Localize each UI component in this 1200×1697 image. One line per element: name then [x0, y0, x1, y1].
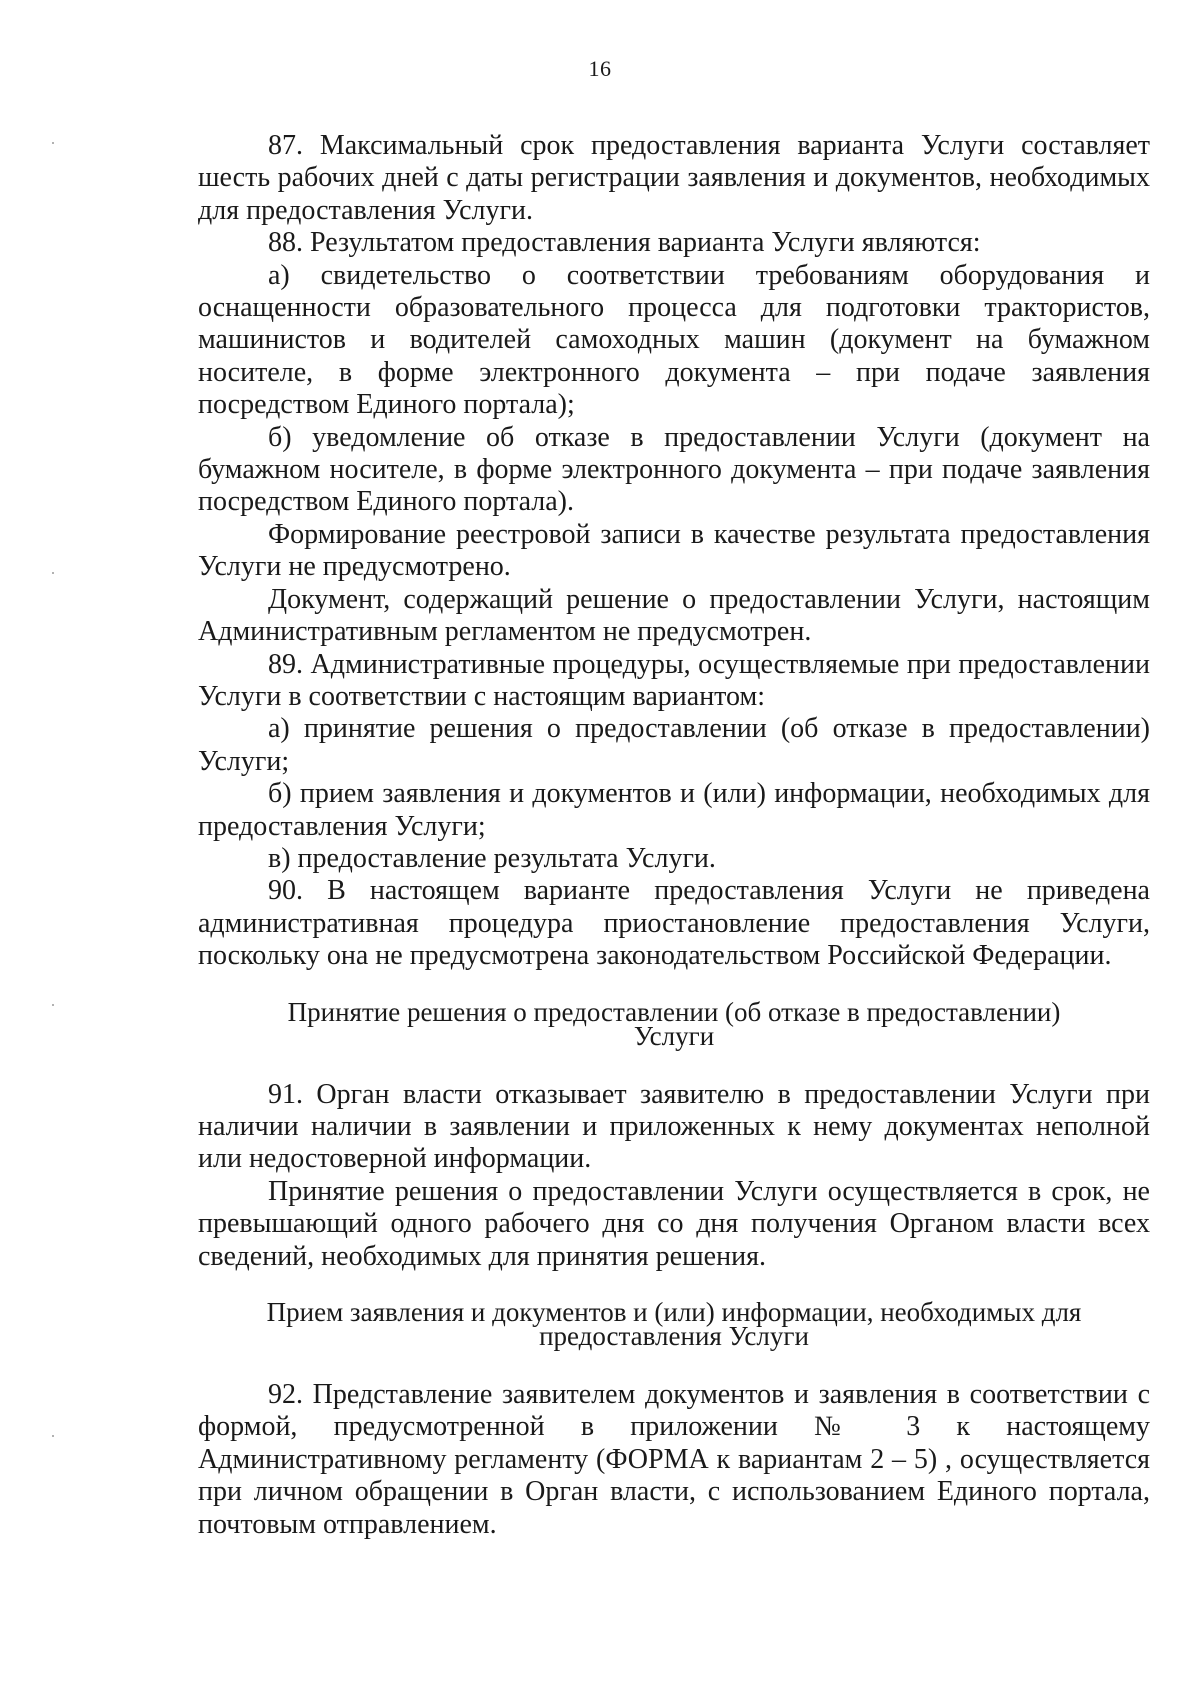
paragraph-decision-term: Принятие решения о предоставлении Услуги осуществляется в срок, не превышающий одного рабочего дня со дня получения Органом власти всех сведений, необходимых для принятия решения. [198, 1175, 1150, 1272]
paragraph-89-v: в) предоставление результата Услуги. [268, 842, 716, 874]
paragraph-89: 89. Административные процедуры, осуществляемые при предоставлении Услуги в соответствии с настоящим вариантом: [198, 648, 1150, 712]
section-heading-line: Услуги [633, 1020, 715, 1051]
section-heading-decision [198, 996, 1150, 1051]
paragraph-92: 92. Представление заявителем документов и заявления в соответствии с формой, предусмотренной в приложении № 3 к настоящему Административному регламенту (ФОРМА к вариантам 2 – 5) , осуществляется при личном обращении в Орган власти, с использованием Единого портала, почтовым отправлением. [198, 1379, 1150, 1540]
paragraph-90: 90. В настоящем варианте предоставления Услуги не приведена административная процедура приостановление предоставления Услуги, поскольку она не предусмотрена законодательством Российской Федерации. [198, 875, 1150, 972]
paragraph-registry: Формирование реестровой записи в качестве результата предоставления Услуги не предусмотрено. [198, 518, 1150, 583]
section-heading-line: Принятие решения о предоставлении (об отказе в предоставлении) [287, 996, 1061, 1027]
scan-mark [52, 142, 54, 144]
paragraph-document: Документ, содержащий решение о предоставлении Услуги, настоящим Административным регламентом не предусмотрен. [198, 583, 1150, 648]
section-heading-line: предоставления Услуги [539, 1321, 809, 1351]
paragraph-89-b: б) прием заявления и документов и (или) информации, необходимых для предоставления Услуги; [198, 778, 1150, 842]
scan-mark [52, 572, 54, 574]
paragraph-88-b: б) уведомление об отказе в предоставлении Услуги (документ на бумажном носителе, в форме электронного документа – при подаче заявления посредством Единого портала). [198, 421, 1150, 518]
section-heading-reception [198, 1297, 1150, 1351]
paragraph-91: 91. Орган власти отказывает заявителю в предоставлении Услуги при наличии наличии в заявлении и приложенных к нему документах неполной или недостоверной информации. [198, 1078, 1150, 1175]
paragraph-88-a: а) свидетельство о соответствии требованиям оборудования и оснащенности образовательного процесса для подготовки трактористов, машинистов и водителей самоходных машин (документ на бумажном носителе, в форме электронного документа – при подаче заявления посредством Единого портала); [198, 259, 1150, 421]
paragraph-88: 88. Результатом предоставления варианта Услуги являются: [268, 227, 981, 259]
scan-mark [52, 1435, 54, 1437]
paragraph-87: 87. Максимальный срок предоставления варианта Услуги составляет шесть рабочих дней с даты регистрации заявления и документов, необходимых для предоставления Услуги. [198, 130, 1150, 226]
scan-mark [52, 1004, 54, 1006]
page-number: 16 [588, 56, 612, 81]
section-heading-line: Прием заявления и документов и (или) информации, необходимых для [266, 1297, 1082, 1327]
paragraph-89-a: а) принятие решения о предоставлении (об отказе в предоставлении) Услуги; [198, 713, 1150, 777]
document-body [198, 130, 1150, 1541]
